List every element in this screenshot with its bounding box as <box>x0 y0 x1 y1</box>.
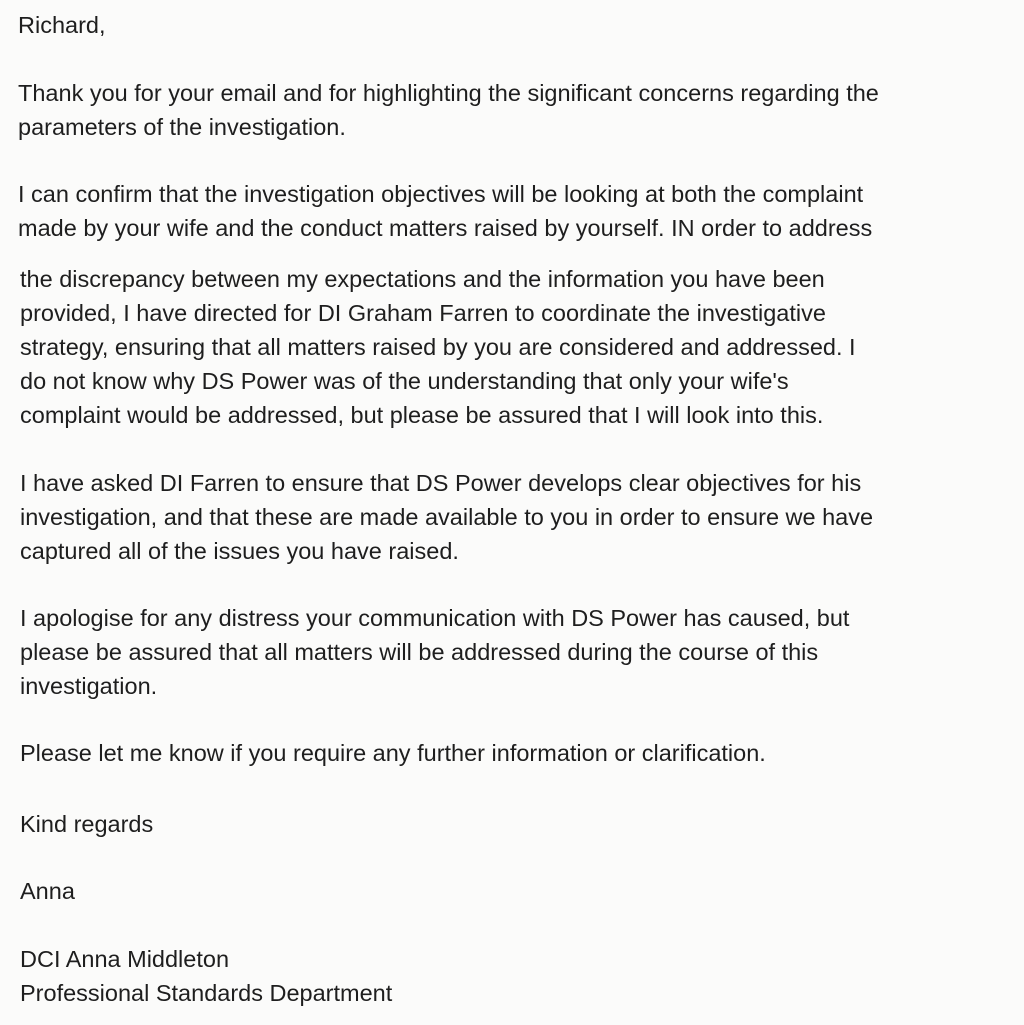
paragraph-3-line-3: captured all of the issues you have raised. <box>20 538 459 564</box>
paragraph-2-line-1: I can confirm that the investigation objectives will be looking at both the complaint <box>18 181 864 207</box>
paragraph-2-line-3: the discrepancy between my expectations and the information you have been <box>20 266 825 292</box>
paragraph-4-line-2: please be assured that all matters will be addressed during the course of this <box>20 639 819 665</box>
paragraph-2-line-5: strategy, ensuring that all matters raised by you are considered and addressed. I <box>20 334 856 360</box>
paragraph-1-line-2: parameters of the investigation. <box>18 114 346 140</box>
signature-name: DCI Anna Middleton <box>20 946 230 972</box>
paragraph-2-line-6: do not know why DS Power was of the understanding that only your wife's <box>20 368 789 394</box>
signoff-name: Anna <box>20 878 75 904</box>
paragraph-1-line-1: Thank you for your email and for highlighting the significant concerns regarding the <box>18 80 879 106</box>
paragraph-3-line-2: investigation, and that these are made available to you in order to ensure we have <box>20 504 874 530</box>
paragraph-2-line-2: made by your wife and the conduct matters raised by yourself. IN order to address <box>18 215 873 241</box>
paragraph-2-line-7: complaint would be addressed, but please be assured that I will look into this. <box>20 402 824 428</box>
signature-department: Professional Standards Department <box>20 980 393 1006</box>
closing: Kind regards <box>20 811 154 837</box>
greeting: Richard, <box>18 12 106 38</box>
paragraph-2-line-4: provided, I have directed for DI Graham Farren to coordinate the investigative <box>20 300 826 326</box>
paragraph-4-line-1: I apologise for any distress your communication with DS Power has caused, but <box>20 605 850 631</box>
paragraph-4-line-3: investigation. <box>20 673 158 699</box>
paragraph-3-line-1: I have asked DI Farren to ensure that DS Power develops clear objectives for his <box>20 470 862 496</box>
paragraph-5-line-1: Please let me know if you require any further information or clarification. <box>20 740 766 766</box>
